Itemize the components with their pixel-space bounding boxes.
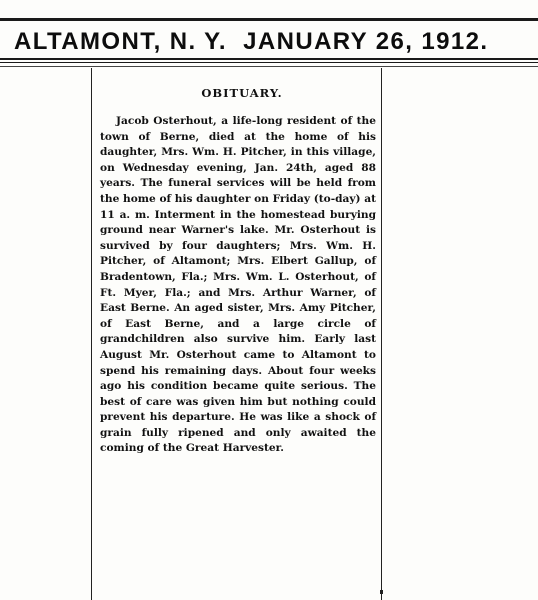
masthead-bottom-rule-thin bbox=[0, 62, 538, 63]
column-divider-left bbox=[91, 68, 92, 600]
masthead bbox=[0, 0, 538, 62]
column-divider-right bbox=[381, 68, 382, 600]
obituary-article bbox=[100, 86, 376, 457]
print-speck bbox=[380, 590, 383, 594]
article-headline: OBITUARY. bbox=[201, 86, 283, 100]
article-body: Jacob Osterhout, a life-long resident of the town of Berne, died at the home of his daughter, Mrs. Wm. H. Pitcher, in this village, on Wednesday evening, Jan. 24th, aged 88 years. The funeral services will be held from the home of his daughter on Friday (to-day) at 11 a. m. Interment in the homestead burying ground near Warner's lake. Mr. Osterhout is survived by four daughters; Mrs. Wm. H. Pitcher, of Altamont; Mrs. Elbert Gallup, of Bradentown, Fla.; Mrs. Wm. L. Osterhout, of Ft. Myer, Fla.; and Mrs. Arthur Warner, of East Berne. An aged sister, Mrs. Amy Pitcher, of East Berne, and a large circle of grandchildren also survive him. Early last August Mr. Osterhout came to Altamont to spend his remaining days. About four weeks ago his condition became quite serious. The best of care was given him but nothing could prevent his departure. He was like a shock of grain fully ripened and only awaited the coming of the Great Harvester. bbox=[100, 115, 376, 455]
masthead-bottom-rule-faint bbox=[0, 66, 538, 67]
masthead-top-rule bbox=[0, 18, 538, 21]
masthead-title: ALTAMONT, N. Y. JANUARY 26, 1912. bbox=[14, 28, 489, 55]
masthead-bottom-rule bbox=[0, 58, 538, 60]
